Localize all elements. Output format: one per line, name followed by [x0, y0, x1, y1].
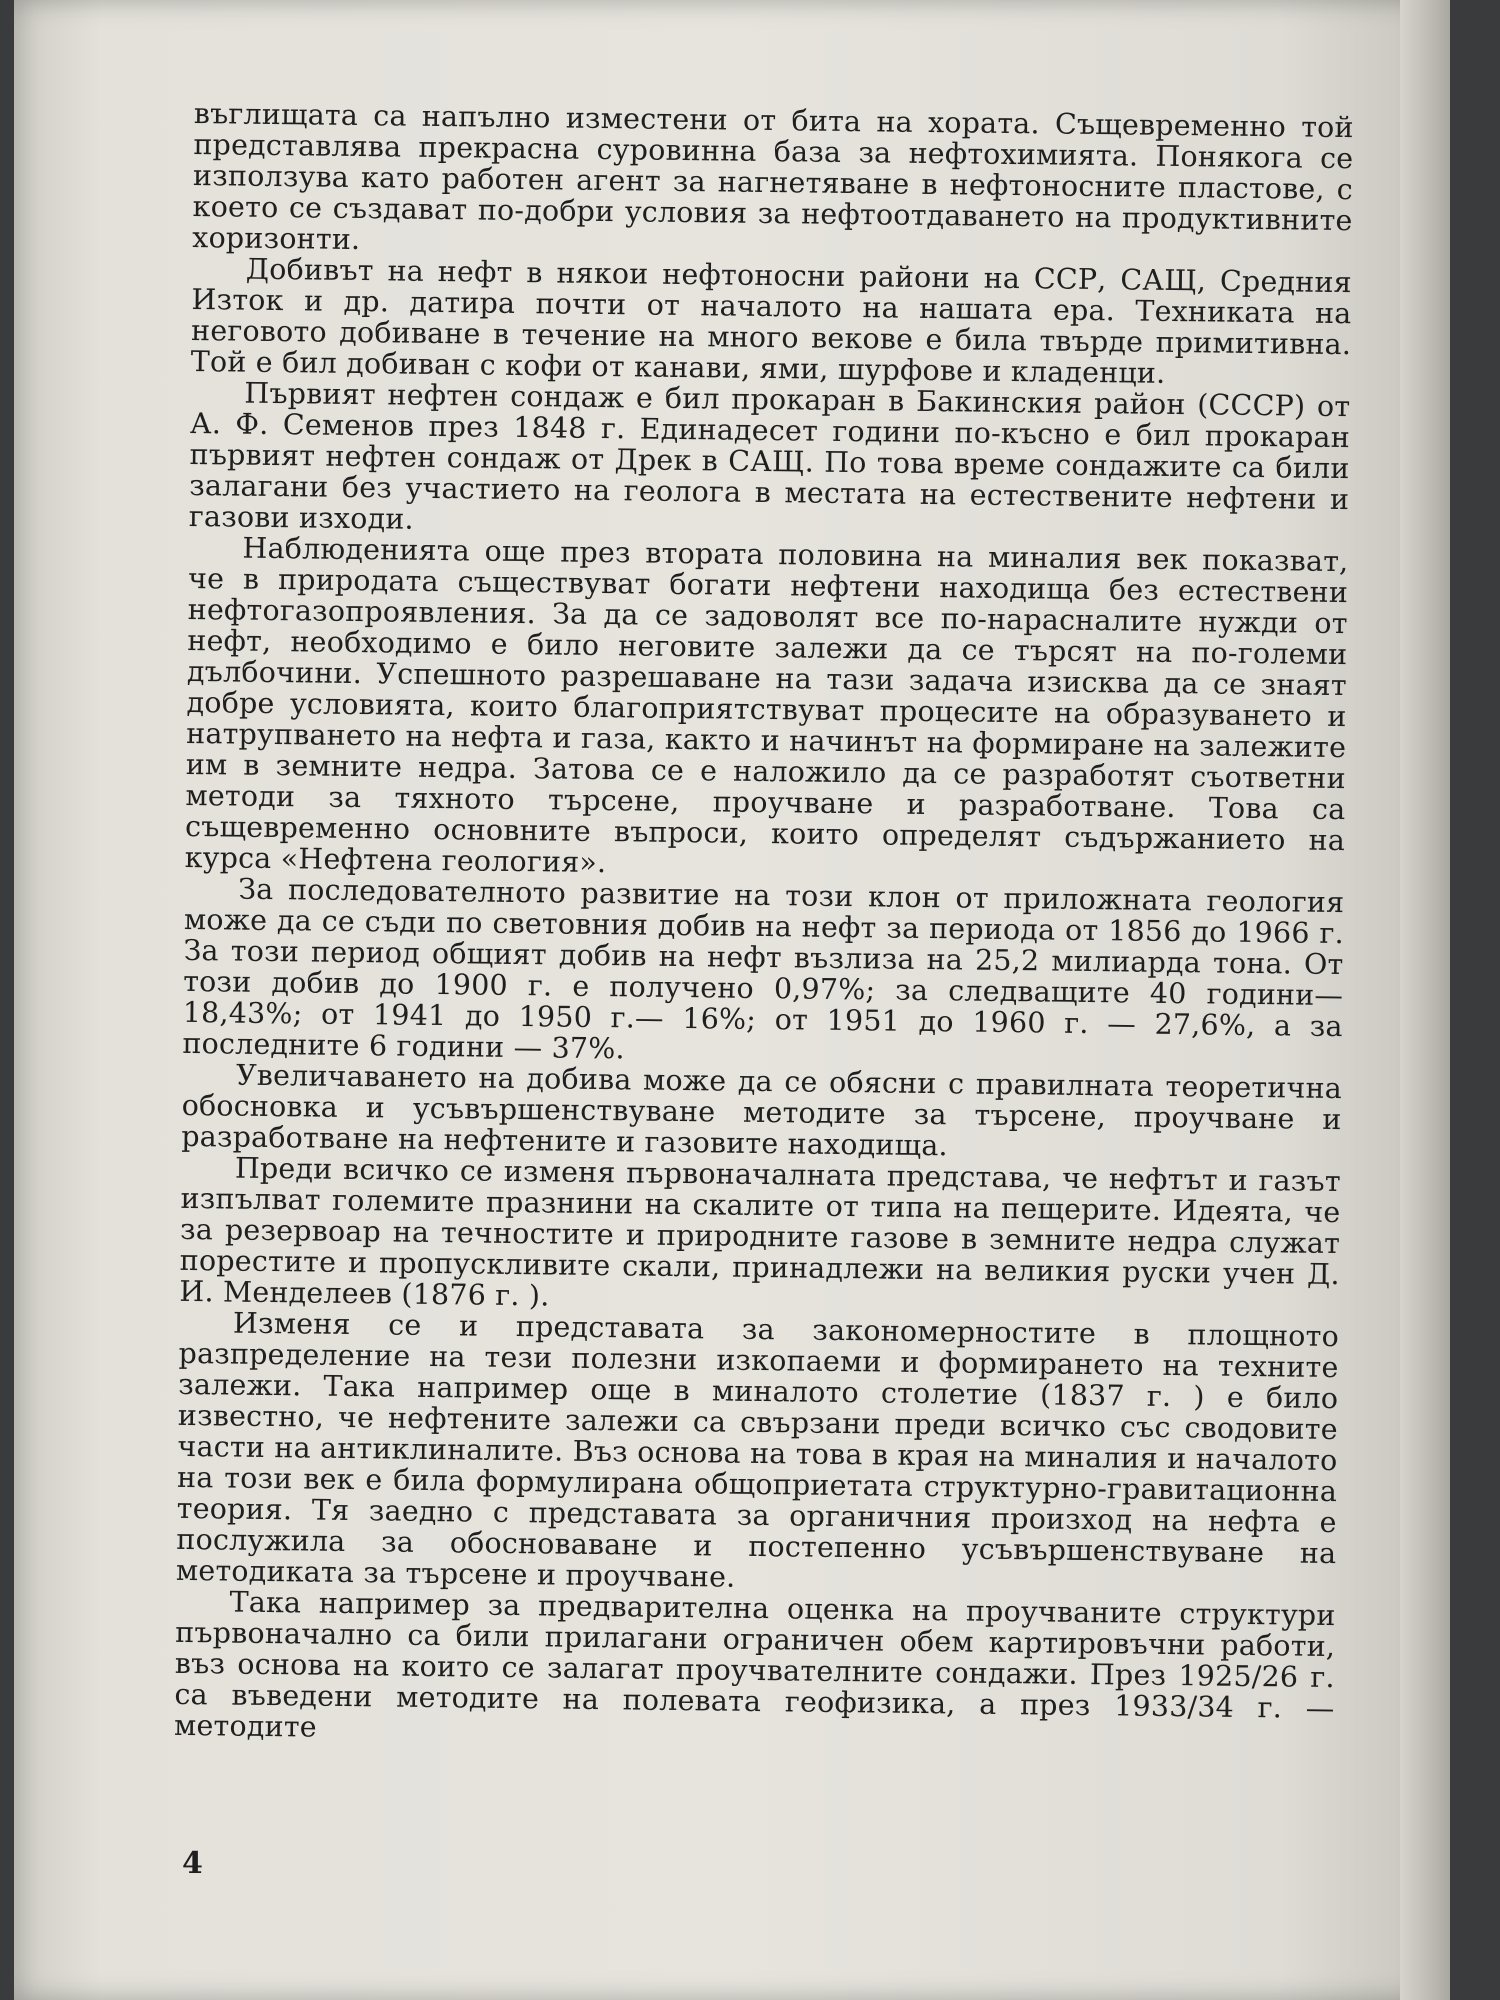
- body-text: [174, 98, 1354, 1755]
- book-page: [14, 0, 1450, 2000]
- paragraph-3: Първият нефтен сондаж е бил прокаран в Бакинския район (СССР) от А. Ф. Семенов през 1848 г. Единадесет години по-късно е бил прокаран първият нефтен сондаж от Дрек в САЩ. По това време сондажите са били залагани без участието на геолога в местата на естествените нефтени и газови изходи.: [188, 376, 1351, 536]
- paragraph-9: Така например за предварителна оценка на проучваните структури първоначално са били прилагани ограничен обем картировъчни работи, въз основа на които се залагат проучвателните сондажи. През 1925/26 г. са въведени методите на полевата геофизика, а през 1933/34 г. — методите: [173, 1585, 1336, 1744]
- paragraph-7: Преди всичко се изменя първоначалната представа, че нефтът и газът изпълват големите празнини на скалите от типа на пещерите. Идеята, че за резервоар на течностите и природните газове в земните недра служат порестите и пропускливите скали, принадлежи на великия руски учен Д. И. Менделеев (1876 г. ).: [179, 1151, 1342, 1313]
- paragraph-2: Добивът на нефт в някои нефтоносни райони на ССР, САЩ, Средния Изток и др. датира почти от началото на нашата ера. Техниката на неговото добиване в течение на много векове е била твърде примитивна. Той е бил добиван с кофи от канави, ями, шурфове и кладенци.: [190, 252, 1353, 390]
- paragraph-1: въглищата са напълно изместени от бита на хората. Същевременно той представлява прекрасна суровинна база за нефтохимията. Понякога се използува като работен агент за нагнетяване в нефтоносните пластове, с което се създават по-добри условия за нефтоотдаването на продуктивните хоризонти.: [192, 97, 1354, 257]
- paragraph-6: Увеличаването на добива може да се обясни с правилната теоретична обосновка и усъвършенствуване методите за търсене, проучване и разработване на нефтените и газовите находища.: [181, 1058, 1343, 1163]
- paragraph-8: Изменя се и представата за закономерностите в площното разпределение на тези полезни изкопаеми и формирането на техните залежи. Така например още в миналото столетие (1837 г. ) е било известно, че нефтените залежи са свързани преди всичко със сводовите части на антиклиналите. Въз основа на това в края на миналия и началото на този век е била формулирана общоприетата структурно-гравитационна теория. Тя заедно с представата за органичния произход на нефта е послужила за обосноваване и постепенно усъвършенствуване на методиката за търсене и проучване.: [175, 1306, 1340, 1594]
- paragraph-5: За последователното развитие на този клон от приложната геология може да се съди по световния добив на нефт за периода от 1856 до 1966 г. За този период общият добив на нефт възлиза на 25,2 милиарда тона. От този добив до 1900 г. е получено 0,97%; за следващите 40 години—18,43%; от 1941 до 1950 г.— 16%; от 1951 до 1960 г. — 27,6%, а за последните 6 години — 37%.: [182, 872, 1345, 1066]
- paragraph-4: Наблюденията още през втората половина на миналия век показват, че в природата съществуват богати нефтени находища без естествени нефтогазопроявления. За да се задоволят все по-нарасналите нужди от нефт, необходимо е било неговите залежи да се търсят на по-големи дълбочини. Успешното разрешаване на тази задача изисква да се знаят добре условията, които благоприятствуват процесите на образуването и натрупването на нефта и газа, както и начинът на формиране на залежите им в земните недра. Затова се е наложило да се разработят съответни методи за тяхното търсене, проучване и разработване. Това са същевременно основните въпроси, които определят съдържанието на курса «Нефтена геология».: [184, 531, 1349, 880]
- page-edge-shadow: [1400, 0, 1450, 2000]
- page-number: 4: [182, 1846, 203, 1881]
